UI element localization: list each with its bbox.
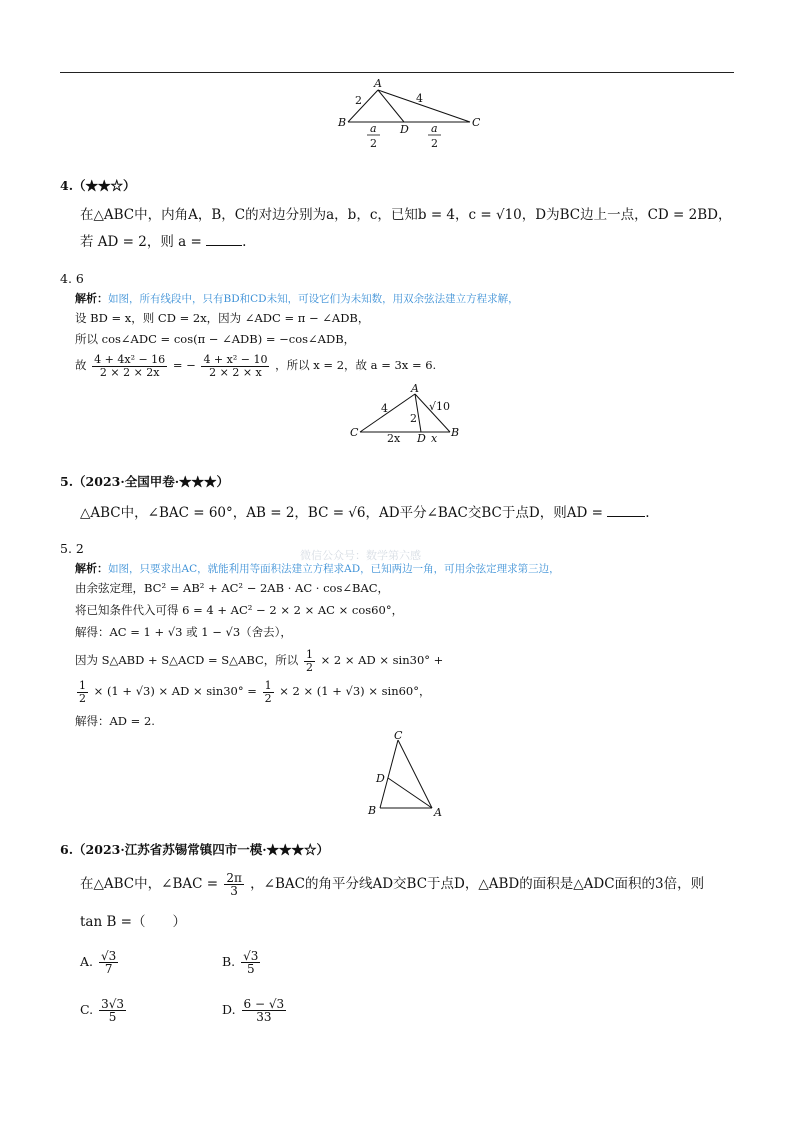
option-a-den: 7 bbox=[99, 962, 118, 975]
a4-line3-prefix: 故 bbox=[75, 358, 87, 372]
a4-number: 4. 6 bbox=[60, 271, 84, 286]
q6-line1 bbox=[80, 867, 704, 901]
fig2-side-ca: 4 bbox=[381, 402, 388, 415]
q5-header: 5.（2023·全国甲卷·★★★） bbox=[60, 474, 230, 489]
a5-half-1-num: 1 bbox=[305, 647, 313, 661]
q4-header: 4.（★★☆） bbox=[60, 178, 136, 193]
a5-line6: 解得：AD = 2. bbox=[75, 714, 155, 728]
fig2-label-d: D bbox=[417, 432, 426, 445]
a5-half-3-num: 1 bbox=[264, 678, 272, 692]
fig3-label-c: C bbox=[394, 729, 403, 742]
option-c-fraction bbox=[99, 998, 126, 1023]
fig1-side-ab: 2 bbox=[355, 94, 362, 107]
a4-fraction-2-den: 2 × 2 × x bbox=[209, 365, 262, 379]
q6-line2: tan B =（ ） bbox=[80, 914, 186, 930]
option-c-label: C. bbox=[80, 1002, 94, 1017]
a5-line4-prefix: 因为 S△ABD + S△ACD = S△ABC，所以 bbox=[75, 653, 299, 667]
q6-angle-fraction bbox=[224, 872, 244, 897]
option-d-label: D. bbox=[222, 1002, 236, 1017]
a5-line1: 由余弦定理，BC² = AB² + AC² − 2AB · AC · cos∠BAC， bbox=[75, 581, 390, 595]
q4-line1-given: b = 4，c = √10，D为BC边上一点，CD = 2BD， bbox=[417, 207, 732, 223]
fig2-label-c: C bbox=[350, 426, 359, 439]
a4-equals: = − bbox=[172, 358, 196, 372]
option-a-fraction bbox=[99, 950, 118, 975]
a5-analysis bbox=[75, 560, 560, 577]
option-a-num: √3 bbox=[101, 949, 117, 963]
a4-line3-suffix: ，所以 x = 2，故 a = 3x = 6. bbox=[275, 358, 437, 372]
fig1-dc-den: 2 bbox=[431, 137, 438, 150]
q5-line-text: △ABC中，∠BAC = 60°，AB = 2，BC = √6，AD平分∠BAC交BC于点D，则AD = bbox=[80, 505, 603, 521]
a5-line4-suffix: × 2 × AD × sin30° + bbox=[320, 653, 444, 667]
triangle-figure-2 bbox=[345, 384, 465, 446]
a4-analysis bbox=[75, 290, 519, 307]
a5-half-2-den: 2 bbox=[79, 691, 86, 705]
a5-half-2 bbox=[77, 680, 88, 705]
a5-line3: 解得：AC = 1 + √3 或 1 − √3（舍去）， bbox=[75, 625, 292, 639]
q6-line1-prefix: 在△ABC中，∠BAC = bbox=[80, 876, 219, 892]
a4-analysis-label: 解析： bbox=[75, 292, 108, 305]
q4-answer-blank bbox=[206, 233, 242, 246]
option-d-den: 33 bbox=[242, 1010, 287, 1023]
q6-option-c[interactable] bbox=[80, 990, 128, 1030]
a5-half-1 bbox=[304, 649, 315, 674]
q6-option-b[interactable] bbox=[222, 942, 262, 982]
fig1-label-b: B bbox=[338, 116, 347, 129]
fig3-label-a: A bbox=[434, 806, 442, 819]
a5-line5-part-a: × (1 + √3) × AD × sin30° = bbox=[93, 684, 257, 698]
option-b-den: 5 bbox=[241, 962, 260, 975]
q6-line1-suffix: ，∠BAC的角平分线AD交BC于点D，△ABD的面积是△ADC面积的3倍，则 bbox=[250, 876, 705, 892]
a5-half-3 bbox=[263, 680, 274, 705]
a5-half-2-num: 1 bbox=[79, 678, 86, 692]
fig1-label-d: D bbox=[400, 123, 409, 136]
q5-line-end: . bbox=[645, 505, 650, 521]
a4-line2: 所以 cos∠ADC = cos(π − ∠ADB) = −cos∠ADB， bbox=[75, 332, 356, 346]
q6-angle-num: 2π bbox=[226, 871, 242, 885]
q6-option-a[interactable] bbox=[80, 942, 120, 982]
option-b-label: B. bbox=[222, 954, 236, 969]
a5-line4 bbox=[75, 645, 443, 675]
fig2-cd: 2x bbox=[387, 432, 401, 445]
watermark: 微信公众号：数学第六感 bbox=[300, 549, 421, 562]
fig1-dc-num: a bbox=[431, 122, 438, 135]
a4-fraction-1-num: 4 + 4x² − 16 bbox=[94, 352, 166, 366]
fig1-bd-num: a bbox=[370, 122, 377, 135]
a5-analysis-text: 如图，只要求出AC，就能利用等面积法建立方程求AD，已知两边一角，可用余弦定理求第三边， bbox=[108, 563, 560, 575]
option-b-fraction bbox=[241, 950, 260, 975]
q6-header: 6.（2023·江苏省苏锡常镇四市一模·★★★☆） bbox=[60, 842, 330, 857]
a4-analysis-text: 如图，所有线段中，只有BD和CD未知，可设它们为未知数，用双余弦法建立方程求解， bbox=[108, 293, 519, 305]
fig3-label-d: D bbox=[376, 772, 385, 785]
top-rule bbox=[60, 72, 734, 73]
a5-line5-part-b: × 2 × (1 + √3) × sin60°， bbox=[279, 684, 431, 698]
q4-line2-end: . bbox=[242, 234, 247, 250]
fig1-bd-den: 2 bbox=[370, 137, 377, 150]
fig1-label-a: A bbox=[374, 78, 382, 90]
option-d-fraction bbox=[242, 998, 287, 1023]
q4-line1 bbox=[80, 207, 731, 223]
a5-line5 bbox=[75, 676, 431, 706]
a4-line3 bbox=[75, 350, 436, 380]
fig1-side-ac: 4 bbox=[416, 92, 423, 105]
a5-analysis-label: 解析： bbox=[75, 562, 108, 575]
a5-line2: 将已知条件代入可得 6 = 4 + AC² − 2 × 2 × AC × cos60°， bbox=[75, 603, 404, 617]
a5-half-3-den: 2 bbox=[264, 691, 272, 705]
a4-fraction-2 bbox=[201, 354, 269, 379]
option-c-den: 5 bbox=[99, 1010, 126, 1023]
q5-line bbox=[80, 504, 649, 521]
fig2-db: x bbox=[431, 432, 438, 445]
q6-angle-den: 3 bbox=[230, 884, 238, 898]
q4-line2 bbox=[80, 233, 246, 250]
fig2-label-a: A bbox=[411, 384, 419, 395]
a4-fraction-1-den: 2 × 2 × 2x bbox=[99, 365, 160, 379]
triangle-figure-1 bbox=[330, 78, 480, 150]
q4-line1-prefix: 在△ABC中，内角A，B，C的对边分别为a，b，c，已知 bbox=[80, 207, 418, 223]
option-d-num: 6 − √3 bbox=[243, 997, 285, 1011]
a5-number: 5. 2 bbox=[60, 541, 84, 556]
fig2-side-ab: √10 bbox=[429, 400, 451, 413]
fig2-label-b: B bbox=[451, 426, 460, 439]
q6-option-d[interactable] bbox=[222, 990, 288, 1030]
option-a-label: A. bbox=[80, 954, 94, 969]
a4-line1: 设 BD = x，则 CD = 2x，因为 ∠ADC = π − ∠ADB， bbox=[75, 311, 370, 325]
a4-fraction-2-num: 4 + x² − 10 bbox=[203, 352, 268, 366]
fig1-label-c: C bbox=[472, 116, 480, 129]
a5-half-1-den: 2 bbox=[305, 660, 313, 674]
a4-fraction-1 bbox=[92, 354, 167, 379]
option-c-num: 3√3 bbox=[101, 997, 124, 1011]
option-b-num: √3 bbox=[243, 949, 259, 963]
triangle-figure-3 bbox=[360, 728, 460, 820]
q4-line2-text: 若 AD = 2，则 a = bbox=[80, 234, 202, 250]
fig3-label-b: B bbox=[368, 804, 377, 817]
q5-answer-blank bbox=[607, 504, 645, 517]
fig2-side-ad: 2 bbox=[410, 412, 417, 425]
